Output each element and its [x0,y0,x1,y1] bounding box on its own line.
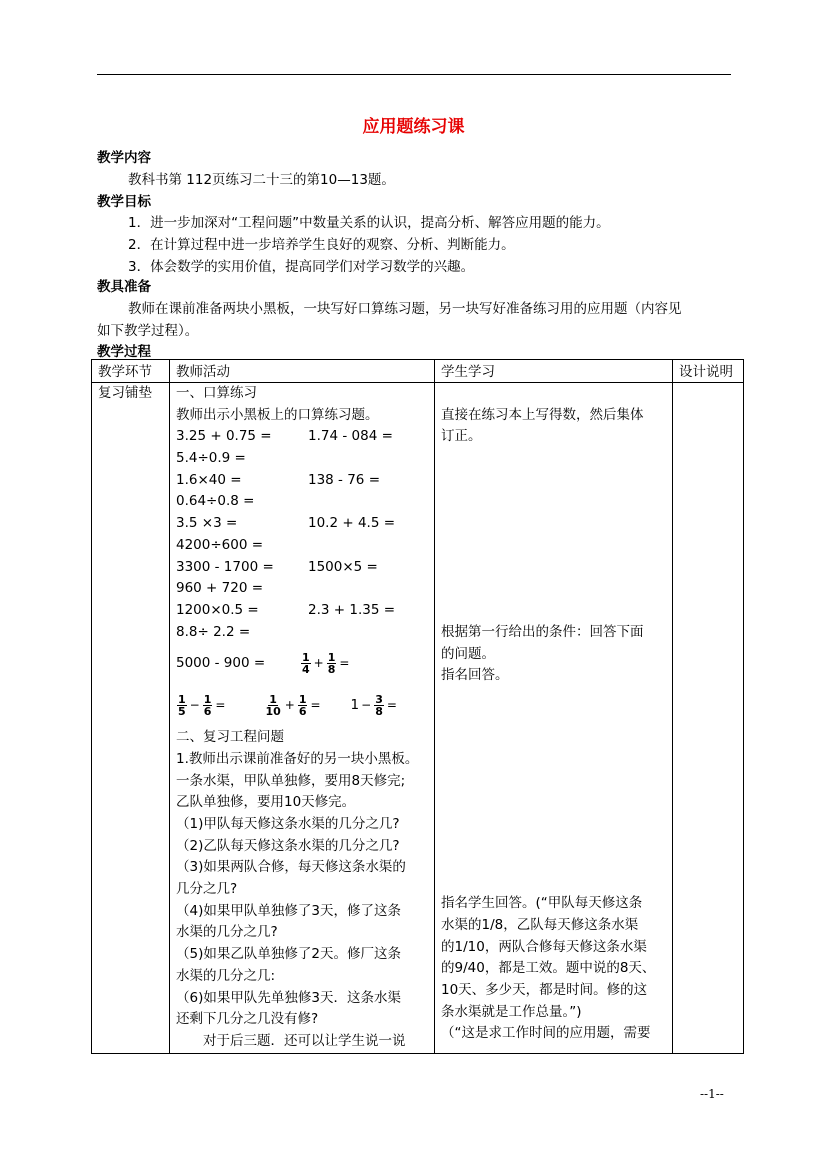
student-text: 根据第一行给出的条件：回答下面 [441,624,644,641]
header-stage: 教学环节 [92,360,170,383]
calc-item: 8.8÷ 2.2 = [176,623,251,640]
calc-item: 2.3 + 1.35 = [308,601,396,618]
problem-text: 对于后三题．还可以让学生说一说 [176,1032,406,1049]
header-student: 学生学习 [435,360,673,383]
student-text: 的9/40，都是工效。题中说的8天、 [441,960,656,977]
fraction-row-1: 5000 - 900 = $\frac{1}{4}$ + $\frac{1}{8}$ = [176,650,350,676]
goal-item: 2．在计算过程中进一步培养学生良好的观察、分析、判断能力。 [128,237,515,253]
calc-row [176,513,428,535]
calc-item: 5.4÷0.9 = [176,450,246,467]
fraction: $\frac{1}{6}$ [298,692,307,718]
calc-list [176,426,428,643]
calc-row [176,600,428,622]
design-notes-cell [673,383,744,1054]
teacher-activity-cell [170,383,435,1054]
page-number: --1-- [700,1087,724,1101]
student-text: 10天、多少天，都是时间。修的这 [441,981,648,998]
prep-heading: 教具准备 [97,279,151,295]
goals-heading: 教学目标 [97,194,151,210]
table-row [92,383,744,1054]
equals-sign: = [386,698,397,713]
calc-row [176,470,428,492]
equals-sign: = [310,698,321,713]
problem-text: 1.教师出示课前准备好的另一块小黑板。 [176,750,419,767]
calc-row [176,491,428,513]
problem-text: （3)如果两队合修，每天修这条水渠的 [176,859,406,876]
problem-text: （5)如果乙队单独修了2天。修厂这条 [176,946,401,963]
calc-item: 138 - 76 = [308,471,381,488]
header-rule [97,74,731,75]
student-text: 水渠的1/8，乙队每天修这条水渠 [441,916,639,933]
problem-text: 几分之几? [176,881,238,898]
calc-row [176,535,428,557]
student-answer-block [441,893,666,1045]
student-text: 订正。 [441,428,482,445]
problem-text: （6)如果甲队先单独修3天．这条水渠 [176,989,401,1006]
problem-text: 水渠的几分之几: [176,967,276,984]
student-text: 指名学生回答。(“甲队每天修这条 [441,895,643,912]
equals-sign: = [339,656,350,671]
header-design: 设计说明 [673,360,744,383]
calc-item: 1500×5 = [308,558,378,575]
fraction-row-2: $\frac{1}{5}$ − $\frac{1}{6}$ = $\frac{1}{10}$ + $\frac{1}{6}$ = 1 − $\frac{3}{8}$ = [178,692,397,718]
student-text: 直接在练习本上写得数，然后集体 [441,406,644,423]
process-heading: 教学过程 [97,344,151,360]
problem-text: 还剩下几分之几没有修? [176,1011,319,1028]
problem-text: 乙队单独修，要用10天修完。 [176,794,356,811]
content-heading: 教学内容 [97,150,151,166]
part1-intro: 教师出示小黑板上的口算练习题。 [176,406,379,423]
whole-number: 1 [350,697,360,714]
calc-item: 960 + 720 = [176,580,264,597]
student-learning-cell [435,383,673,1054]
content-text: 教科书第 112页练习二十三的第10—13题。 [128,172,395,188]
student-text: 指名回答。 [441,667,509,684]
problem-text: （1)甲队每天修这条水渠的几分之几? [176,816,400,832]
calc-item: 1.6×40 = [176,471,242,488]
calc-row [176,578,428,600]
equals-sign: = [215,698,226,713]
calc-row [176,557,428,579]
student-text: 条水渠就是工作总量。”) [441,1003,582,1020]
problem-text: （2)乙队每天修这条水渠的几分之几? [176,837,400,854]
header-teacher: 教师活动 [170,360,435,383]
calc-item: 3.25 + 0.75 = [176,428,272,445]
fraction: $\frac{1}{6}$ [203,692,212,718]
calc-row [176,426,428,448]
calc-item: 1200×0.5 = [176,601,259,618]
part1-title: 一、口算练习 [176,385,257,401]
calc-item: 3300 - 1700 = [176,558,274,575]
calc-item: 5000 - 900 = [176,655,266,672]
fraction: $\frac{1}{10}$ [265,692,281,718]
goal-item: 3．体会数学的实用价值，提高同学们对学习数学的兴趣。 [128,259,475,275]
part2-title: 二、复习工程问题 [176,729,284,746]
process-table [91,359,744,1054]
fraction: $\frac{1}{4}$ [302,650,310,676]
part2-list [176,727,428,1052]
fraction: $\frac{1}{5}$ [178,692,186,718]
problem-text: 一条水渠，甲队单独修，要用8天修完; [176,772,406,789]
problem-text: （4)如果甲队单独修了3天，修了这条 [176,902,401,919]
calc-item: 3.5 ×3 = [176,515,238,532]
calc-item: 10.2 + 4.5 = [308,515,396,532]
student-text: （“这是求工作时间的应用题，需要 [441,1025,651,1042]
calc-item: 0.64÷0.8 = [176,493,255,510]
problem-text: 水渠的几分之几? [176,924,278,941]
calc-item: 1.74 - 084 = [308,428,393,445]
goal-item: 1．进一步加深对“工程问题”中数量关系的认识，提高分析、解答应用题的能力。 [128,215,610,231]
prep-text-line2: 如下教学过程）。 [97,323,199,339]
prep-text-line1: 教师在课前准备两块小黑板，一块写好口算练习题，另一块写好准备练习用的应用题（内容见 [128,301,682,317]
calc-row [176,622,428,644]
calc-row [176,448,428,470]
fraction: $\frac{3}{8}$ [375,692,383,718]
table-header-row [92,360,744,383]
fraction: $\frac{1}{8}$ [327,650,336,676]
document-title: 应用题练习课 [362,117,465,137]
student-text: 的问题。 [441,645,495,662]
stage-cell [92,383,170,1054]
calc-item: 4200÷600 = [176,536,264,553]
stage-label: 复习铺垫 [98,385,152,401]
student-text: 的1/10，两队合修每天修这条水渠 [441,938,647,955]
